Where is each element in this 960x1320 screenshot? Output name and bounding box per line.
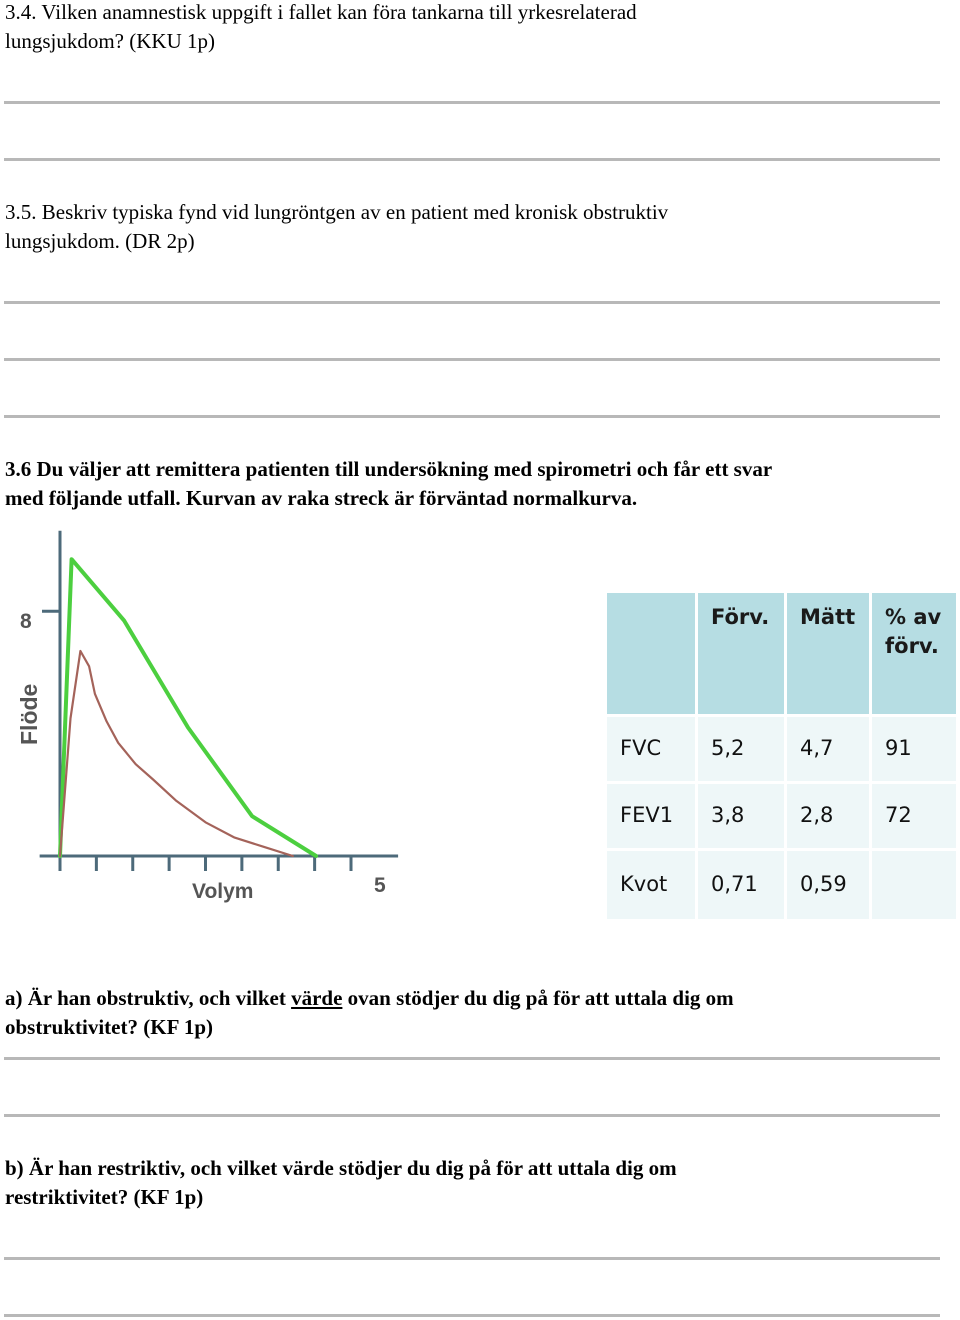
table-cell-label: Kvot [607,851,695,919]
table-cell-label: FVC [607,717,695,781]
question-a-text-start: a) Är han obstruktiv, och vilket [5,986,292,1010]
table-cell [872,851,956,919]
expected-normal-curve [60,559,316,856]
y-tick-label: 8 [20,610,32,633]
answer-line[interactable] [4,1057,940,1060]
question-3-5-line1: 3.5. Beskriv typiska fynd vid lungröntgen av en patient med kronisk obstruktiv [5,200,669,224]
chart-axes [40,531,398,857]
y-axis-label: Flöde [16,683,42,745]
chart-series [60,559,316,856]
table-cell: 72 [872,784,956,848]
spirometry-table [607,593,956,919]
table-cell: 0,71 [698,851,784,919]
answer-line[interactable] [4,101,940,104]
table-header-forv: Förv. [698,593,784,714]
question-a-underlined-word: värde [291,986,343,1010]
x-tick-label: 5 [374,874,386,897]
table-header-percent: % av förv. [872,593,956,714]
flow-volume-chart [0,530,430,910]
question-3-5 [5,198,935,256]
question-3-6-line1: 3.6 Du väljer att remittera patienten till undersökning med spirometri och får ett svar [5,457,773,481]
table-cell: 91 [872,717,956,781]
table-cell: 5,2 [698,717,784,781]
question-a-line1 [5,984,935,1013]
table-cell: 3,8 [698,784,784,848]
question-a-text-end: ovan stödjer du dig på för att uttala dig om [342,986,734,1010]
question-a-line2: obstruktivitet? (KF 1p) [5,1015,214,1039]
question-3-5-line2: lungsjukdom. (DR 2p) [5,229,195,253]
question-b-line2: restriktivitet? (KF 1p) [5,1185,204,1209]
table-cell: 4,7 [787,717,869,781]
question-b-line1: b) Är han restriktiv, och vilket värde stödjer du dig på för att uttala dig om [5,1156,677,1180]
question-3-4-line2: lungsjukdom? (KKU 1p) [5,29,215,53]
answer-line[interactable] [4,158,940,161]
table-cell: 2,8 [787,784,869,848]
table-header-empty [607,593,695,714]
question-a [5,984,935,1042]
question-b [5,1154,935,1212]
answer-line[interactable] [4,415,940,418]
question-3-6 [5,455,935,513]
question-3-6-line2: med följande utfall. Kurvan av raka streck är förväntad normalkurva. [5,486,638,510]
question-3-4 [5,0,935,56]
answer-line[interactable] [4,1314,940,1317]
measured-flow-curve [60,651,293,856]
answer-line[interactable] [4,358,940,361]
answer-line[interactable] [4,301,940,304]
table-cell-label: FEV1 [607,784,695,848]
table-header-matt: Mätt [787,593,869,714]
answer-line[interactable] [4,1257,940,1260]
answer-line[interactable] [4,1114,940,1117]
question-3-4-line1: 3.4. Vilken anamnestisk uppgift i fallet kan föra tankarna till yrkesrelaterad [5,0,637,24]
x-axis-label: Volym [192,880,254,903]
table-cell: 0,59 [787,851,869,919]
